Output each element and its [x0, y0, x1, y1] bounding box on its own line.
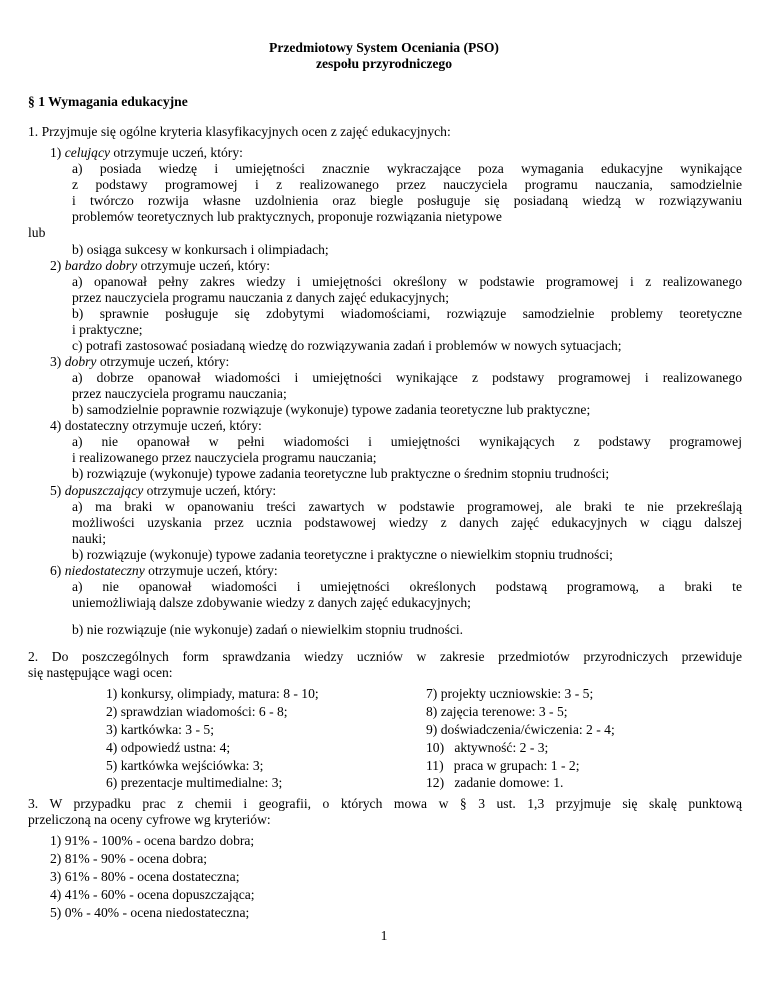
scale-item: 5) 0% - 40% - ocena niedostateczna;: [50, 904, 250, 920]
weight-item: 2) sprawdzian wiadomości: 6 - 8;: [106, 703, 288, 719]
scale-item: 1) 91% - 100% - ocena bardzo dobra;: [50, 833, 255, 848]
or-label: lub: [28, 225, 46, 240]
document-subtitle: zespołu przyrodniczego: [315, 56, 453, 71]
grade-criterion-line: c) potrafi zastosować posiadaną wiedzę do rozwiązywania zadań i problemów w nowych sytuacjach;: [72, 338, 622, 353]
grade-heading: 5) dopuszczający otrzymuje uczeń, który:: [50, 483, 277, 498]
grade-name: bardzo dobry: [64, 258, 138, 273]
grade-name: dostateczny: [64, 418, 129, 433]
weight-item: 4) odpowiedź ustna: 4;: [106, 739, 231, 755]
weights-list-left: [106, 685, 319, 792]
weight-item: 7) projekty uczniowskie: 3 - 5;: [426, 686, 594, 701]
point-3-text: 3. W przypadku prac z chemii i geografii, o których mowa w § 3 ust. 1,3 przyjmuje się skalę punktową: [28, 796, 742, 811]
weight-item: 11) praca w grupach: 1 - 2;: [426, 757, 580, 773]
scale-item: 4) 41% - 60% - ocena dopuszczająca;: [50, 886, 255, 902]
page-number: 1: [380, 928, 388, 943]
grade-name: dopuszczający: [64, 483, 144, 498]
weight-item: 5) kartkówka wejściówka: 3;: [106, 757, 264, 773]
section-heading: § 1 Wymagania edukacyjne: [28, 94, 188, 109]
grade-criterion-line: a) opanował pełny zakres wiedzy i umiejętności określony w podstawie programowej i z realizowanego: [72, 274, 742, 289]
weight-item: 3) kartkówka: 3 - 5;: [106, 721, 214, 737]
grade-criterion-line: b) rozwiązuje (wykonuje) typowe zadania teoretyczne lub praktyczne o średnim stopniu trudności;: [72, 466, 610, 481]
grade-criterion-line: a) ma braki w opanowaniu treści zawartych w podstawie programowej, ale braki te nie przekreślają: [72, 499, 742, 514]
grading-scale-list: [50, 832, 255, 921]
grade-criterion-line: b) nie rozwiązuje (nie wykonuje) zadań o niewielkim stopniu trudności.: [72, 622, 464, 637]
grade-criterion-line: uniemożliwiają dalsze zdobywanie wiedzy z danych zajęć edukacyjnych;: [72, 595, 471, 610]
point-1-text: 1. Przyjmuje się ogólne kryteria klasyfikacyjnych ocen z zajęć edukacyjnych:: [28, 124, 451, 139]
grade-criterion-line: a) nie opanował wiadomości i umiejętności określonych podstawą programową, a braki te: [72, 579, 742, 594]
document-title: Przedmiotowy System Oceniania (PSO): [269, 40, 499, 55]
grade-heading: 6) niedostateczny otrzymuje uczeń, który:: [50, 563, 278, 578]
grade-heading: 1) celujący otrzymuje uczeń, który:: [50, 145, 243, 160]
weight-item: 1) konkursy, olimpiady, matura: 8 - 10;: [106, 686, 319, 701]
point-3-text: przeliczoną na oceny cyfrowe wg kryteriów:: [28, 812, 271, 827]
grade-criterion-line: a) nie opanował w pełni wiadomości i umiejętności wynikających z podstawy programowej: [72, 434, 742, 449]
grade-criterion-line: b) rozwiązuje (wykonuje) typowe zadania teoretyczne i praktyczne o niewielkim stopniu trudności;: [72, 547, 613, 562]
scale-item: 2) 81% - 90% - ocena dobra;: [50, 850, 208, 866]
grade-heading: 2) bardzo dobry otrzymuje uczeń, który:: [50, 258, 270, 273]
grade-name: niedostateczny: [64, 563, 145, 578]
grade-criterion-line: i praktyczne;: [72, 322, 143, 337]
grade-criterion-line: i realizowanego przez nauczyciela programu nauczania;: [72, 450, 377, 465]
grade-criterion-line: b) osiąga sukcesy w konkursach i olimpiadach;: [72, 242, 329, 257]
scale-item: 3) 61% - 80% - ocena dostateczna;: [50, 868, 240, 884]
weight-item: 10) aktywność: 2 - 3;: [426, 739, 549, 755]
grade-criterion-line: i twórczo rozwija własne uzdolnienia oraz biegle posługuje się posiadaną wiedzą w rozwiązywaniu: [72, 193, 742, 208]
weight-item: 9) doświadczenia/ćwiczenia: 2 - 4;: [426, 721, 615, 737]
weight-item: 8) zajęcia terenowe: 3 - 5;: [426, 703, 568, 719]
grade-criterion-line: b) samodzielnie poprawnie rozwiązuje (wykonuje) typowe zadania teoretyczne lub praktyczne;: [72, 402, 591, 417]
grade-criterion-line: problemów teoretycznych lub praktycznych, proponuje rozwiązania nietypowe: [72, 209, 502, 224]
weights-list-right: [426, 685, 615, 792]
weight-item: 6) prezentacje multimedialne: 3;: [106, 775, 283, 791]
grade-criterion-line: nauki;: [72, 531, 106, 546]
point-2-text: 2. Do poszczególnych form sprawdzania wiedzy uczniów w zakresie przedmiotów przyrodniczych przewiduje: [28, 649, 742, 664]
grade-heading: 4) dostateczny otrzymuje uczeń, który:: [50, 418, 262, 433]
grade-criterion-line: przez nauczyciela programu nauczania;: [72, 386, 287, 401]
grade-name: celujący: [64, 145, 111, 160]
grade-criterion-line: a) dobrze opanował wiadomości i umiejętności wynikające z podstawy programowej i realizowanego: [72, 370, 742, 385]
grade-criterion-line: możliwości uzyskania przez ucznia podstawowej wiedzy z danych zajęć edukacyjnych w ciągu dalszej: [72, 515, 742, 530]
grade-name: dobry: [64, 354, 97, 369]
grade-criterion-line: z podstawy programowej i z realizowanego przez nauczyciela programu nauczania, samodzielnie: [72, 177, 742, 192]
grade-criterion-line: a) posiada wiedzę i umiejętności znacznie wykraczające poza wymagania edukacyjne wynikające: [72, 161, 742, 176]
grade-heading: 3) dobry otrzymuje uczeń, który:: [50, 354, 230, 369]
grade-criterion-line: przez nauczyciela programu nauczania z danych zajęć edukacyjnych;: [72, 290, 450, 305]
weight-item: 12) zadanie domowe: 1.: [426, 775, 564, 791]
grade-criterion-line: b) sprawnie posługuje się zdobytymi wiadomościami, rozwiązuje samodzielnie problemy teoretyczne: [72, 306, 742, 321]
point-2-text: się następujące wagi ocen:: [28, 665, 173, 680]
